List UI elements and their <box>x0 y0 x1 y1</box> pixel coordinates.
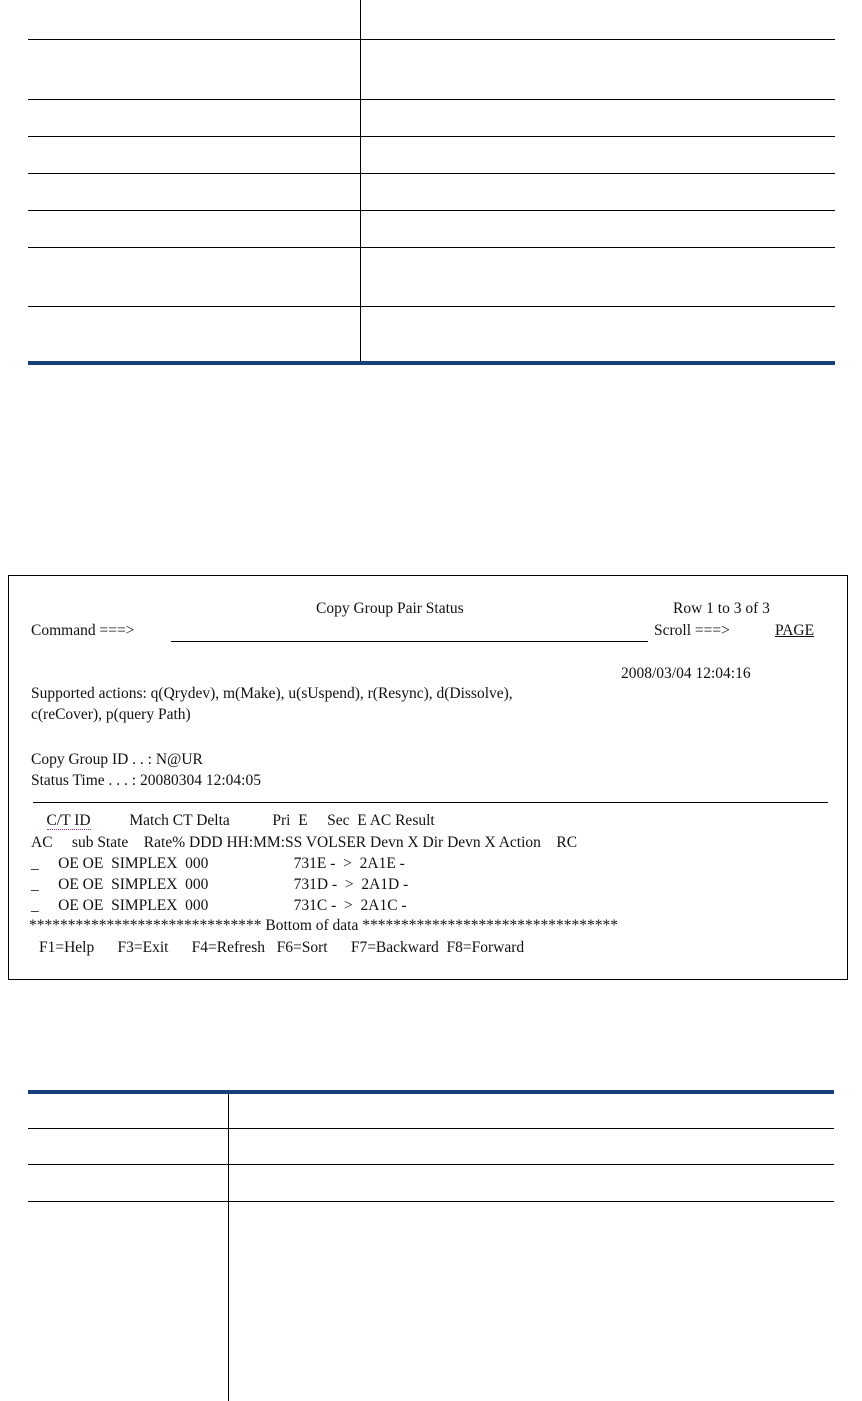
function-keys[interactable]: F1=Help F3=Exit F4=Refresh F6=Sort F7=Backward F8=Forward <box>39 939 525 956</box>
table-cell <box>229 1092 835 1128</box>
screen-title: Copy Group Pair Status <box>316 600 464 617</box>
table-cell <box>28 1201 229 1401</box>
table-cell <box>28 1164 229 1201</box>
ac-input[interactable]: _ <box>31 855 39 872</box>
table-cell <box>28 136 361 173</box>
scroll-label: Scroll ===> <box>654 622 730 639</box>
row-info: Row 1 to 3 of 3 <box>673 600 770 617</box>
supported-actions: Supported actions: q(Qrydev), m(Make), u(sUspend), r(Resync), d(Dissolve), <box>31 685 513 702</box>
table-cell <box>361 99 836 136</box>
table-cell <box>361 39 836 99</box>
table-row: _ OE OE SIMPLEX 000 731D - > 2A1D - <box>31 876 409 893</box>
ac-input[interactable]: _ <box>31 876 39 893</box>
table-cell <box>361 0 836 39</box>
table-cell <box>28 39 361 99</box>
terminal-screen <box>8 575 848 980</box>
column-header-1: C/T ID Match CT Delta Pri E Sec E AC Result <box>46 812 435 829</box>
scroll-value[interactable]: PAGE <box>775 622 815 639</box>
table-cell <box>28 247 361 306</box>
separator-line <box>33 802 828 803</box>
table-cell <box>28 306 361 363</box>
table-cell <box>229 1164 835 1201</box>
table-cell <box>229 1201 835 1401</box>
bottom-of-data: ****************************** Bottom of data ********************************* <box>29 917 618 934</box>
copy-group-id: Copy Group ID . . : N@UR <box>31 751 203 768</box>
table-cell <box>28 0 361 39</box>
table-cell <box>28 99 361 136</box>
table-cell <box>361 173 836 210</box>
table-cell <box>28 1092 229 1128</box>
command-label: Command ===> <box>31 622 135 639</box>
table-cell <box>361 210 836 247</box>
datetime: 2008/03/04 12:04:16 <box>621 665 751 682</box>
table-cell <box>28 1128 229 1164</box>
column-header-2: AC sub State Rate% DDD HH:MM:SS VOLSER Devn X Dir Devn X Action RC <box>31 834 578 851</box>
table-cell <box>28 210 361 247</box>
table-row: _ OE OE SIMPLEX 000 731E - > 2A1E - <box>31 855 405 872</box>
ac-input[interactable]: _ <box>31 897 39 914</box>
table-cell <box>361 306 836 363</box>
status-time: Status Time . . . : 20080304 12:04:05 <box>31 772 261 789</box>
table-cell <box>28 173 361 210</box>
table-cell <box>361 136 836 173</box>
table-cell <box>229 1128 835 1164</box>
command-input[interactable] <box>171 641 648 642</box>
table-row: _ OE OE SIMPLEX 000 731C - > 2A1C - <box>31 897 407 914</box>
bottom-table <box>28 1090 834 1401</box>
top-table <box>28 0 835 365</box>
table-cell <box>361 247 836 306</box>
supported-actions-cont: c(reCover), p(query Path) <box>31 706 191 723</box>
ct-id-header: C/T ID <box>46 812 91 829</box>
